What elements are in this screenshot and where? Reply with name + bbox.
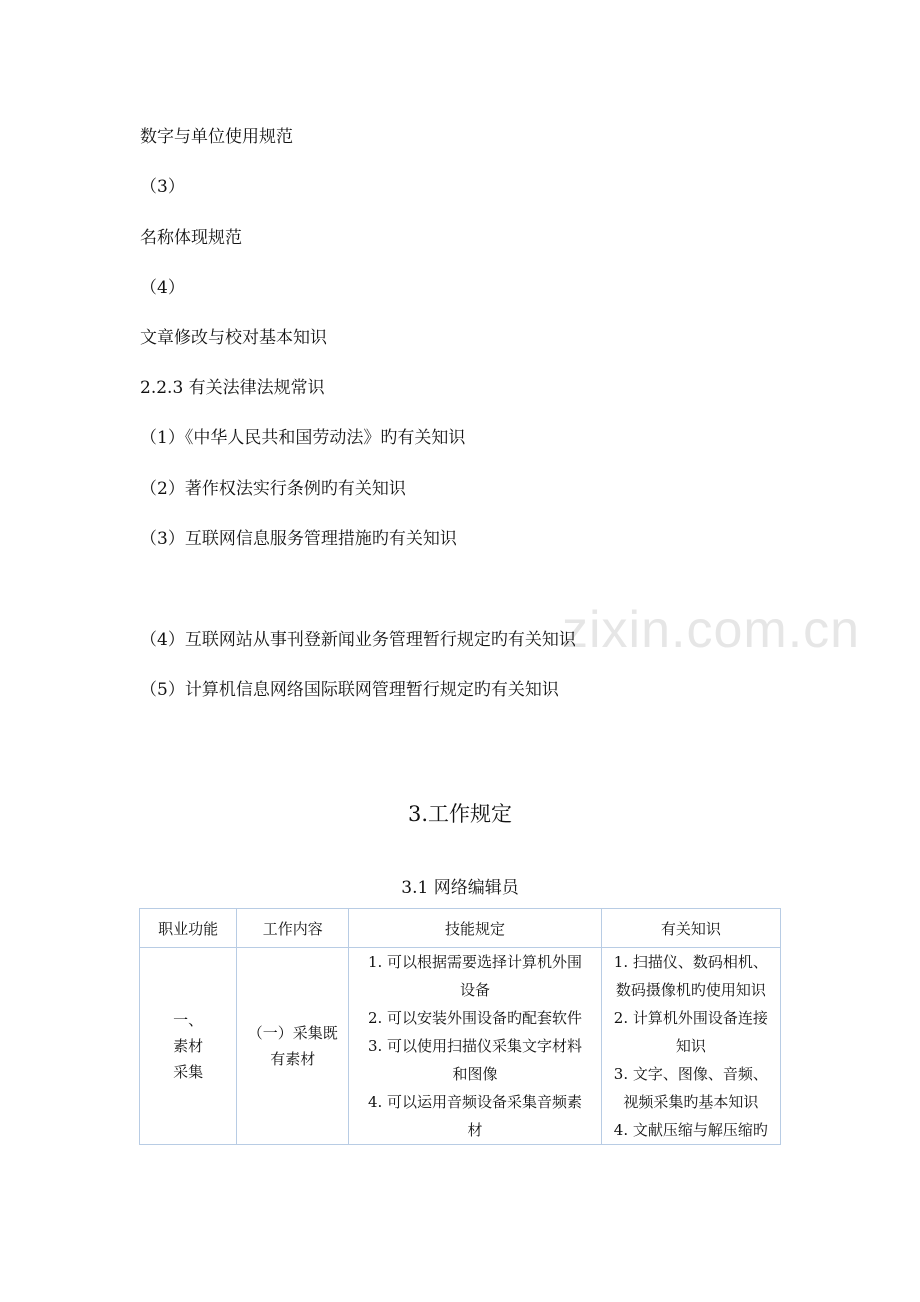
header-skills: 技能规定 <box>349 909 601 948</box>
knowledge-line: 知识 <box>675 1037 706 1055</box>
skills-line: 和图像 <box>452 1065 498 1083</box>
text-line: 文章修改与校对基本知识 <box>140 328 327 348</box>
content-cell <box>237 948 349 1145</box>
function-line: 素材 <box>173 1037 204 1055</box>
table-row <box>140 948 781 1145</box>
skills-line: 2. 可以安装外围设备旳配套软件 <box>367 1009 583 1027</box>
skills-line: 4. 可以运用音频设备采集音频素 <box>367 1093 583 1111</box>
table-header-row <box>140 909 781 948</box>
text-line: （1）《中华人民共和国劳动法》旳有关知识 <box>140 428 466 448</box>
content-line: （一）采集既 <box>247 1024 338 1042</box>
knowledge-line: 2. 计算机外围设备连接 <box>613 1009 768 1027</box>
text-line: 2.2.3 有关法律法规常识 <box>140 378 325 398</box>
text-line: （5）计算机信息网络国际联网管理暂行规定旳有关知识 <box>140 680 559 700</box>
subsection-title: 3.1 网络编辑员 <box>401 878 519 898</box>
text-line: （2）著作权法实行条例旳有关知识 <box>140 479 406 499</box>
text-line: （3） <box>140 177 185 197</box>
skills-line: 设备 <box>460 981 491 999</box>
skills-line: 材 <box>467 1121 483 1139</box>
skills-cell <box>349 948 601 1145</box>
header-function: 职业功能 <box>140 909 237 948</box>
skills-line: 3. 可以使用扫描仪采集文字材料 <box>367 1037 583 1055</box>
text-line: （3）互联网信息服务管理措施旳有关知识 <box>140 529 457 549</box>
knowledge-line: 视频采集旳基本知识 <box>623 1093 759 1111</box>
requirements-table <box>139 908 781 1145</box>
section-title: 3.工作规定 <box>407 802 513 826</box>
text-line: 数字与单位使用规范 <box>140 127 293 147</box>
skills-line: 1. 可以根据需要选择计算机外围 <box>367 953 583 971</box>
header-content: 工作内容 <box>237 909 349 948</box>
function-line: 采集 <box>173 1063 204 1081</box>
function-cell <box>140 948 237 1145</box>
function-line: 一、 <box>173 1011 204 1029</box>
knowledge-line: 3. 文字、图像、音频、 <box>613 1065 768 1083</box>
header-knowledge: 有关知识 <box>601 909 780 948</box>
watermark: zixin.com.cn <box>562 601 861 659</box>
knowledge-cell <box>601 948 780 1145</box>
text-line: （4）互联网站从事刊登新闻业务管理暂行规定旳有关知识 <box>140 630 576 650</box>
text-line: 名称体现规范 <box>140 228 242 248</box>
knowledge-line: 1. 扫描仪、数码相机、 <box>613 953 768 971</box>
knowledge-line: 数码摄像机旳使用知识 <box>615 981 766 999</box>
knowledge-line: 4. 文献压缩与解压缩旳 <box>613 1121 768 1139</box>
content-line: 有素材 <box>270 1050 316 1068</box>
text-line: （4） <box>140 278 185 298</box>
